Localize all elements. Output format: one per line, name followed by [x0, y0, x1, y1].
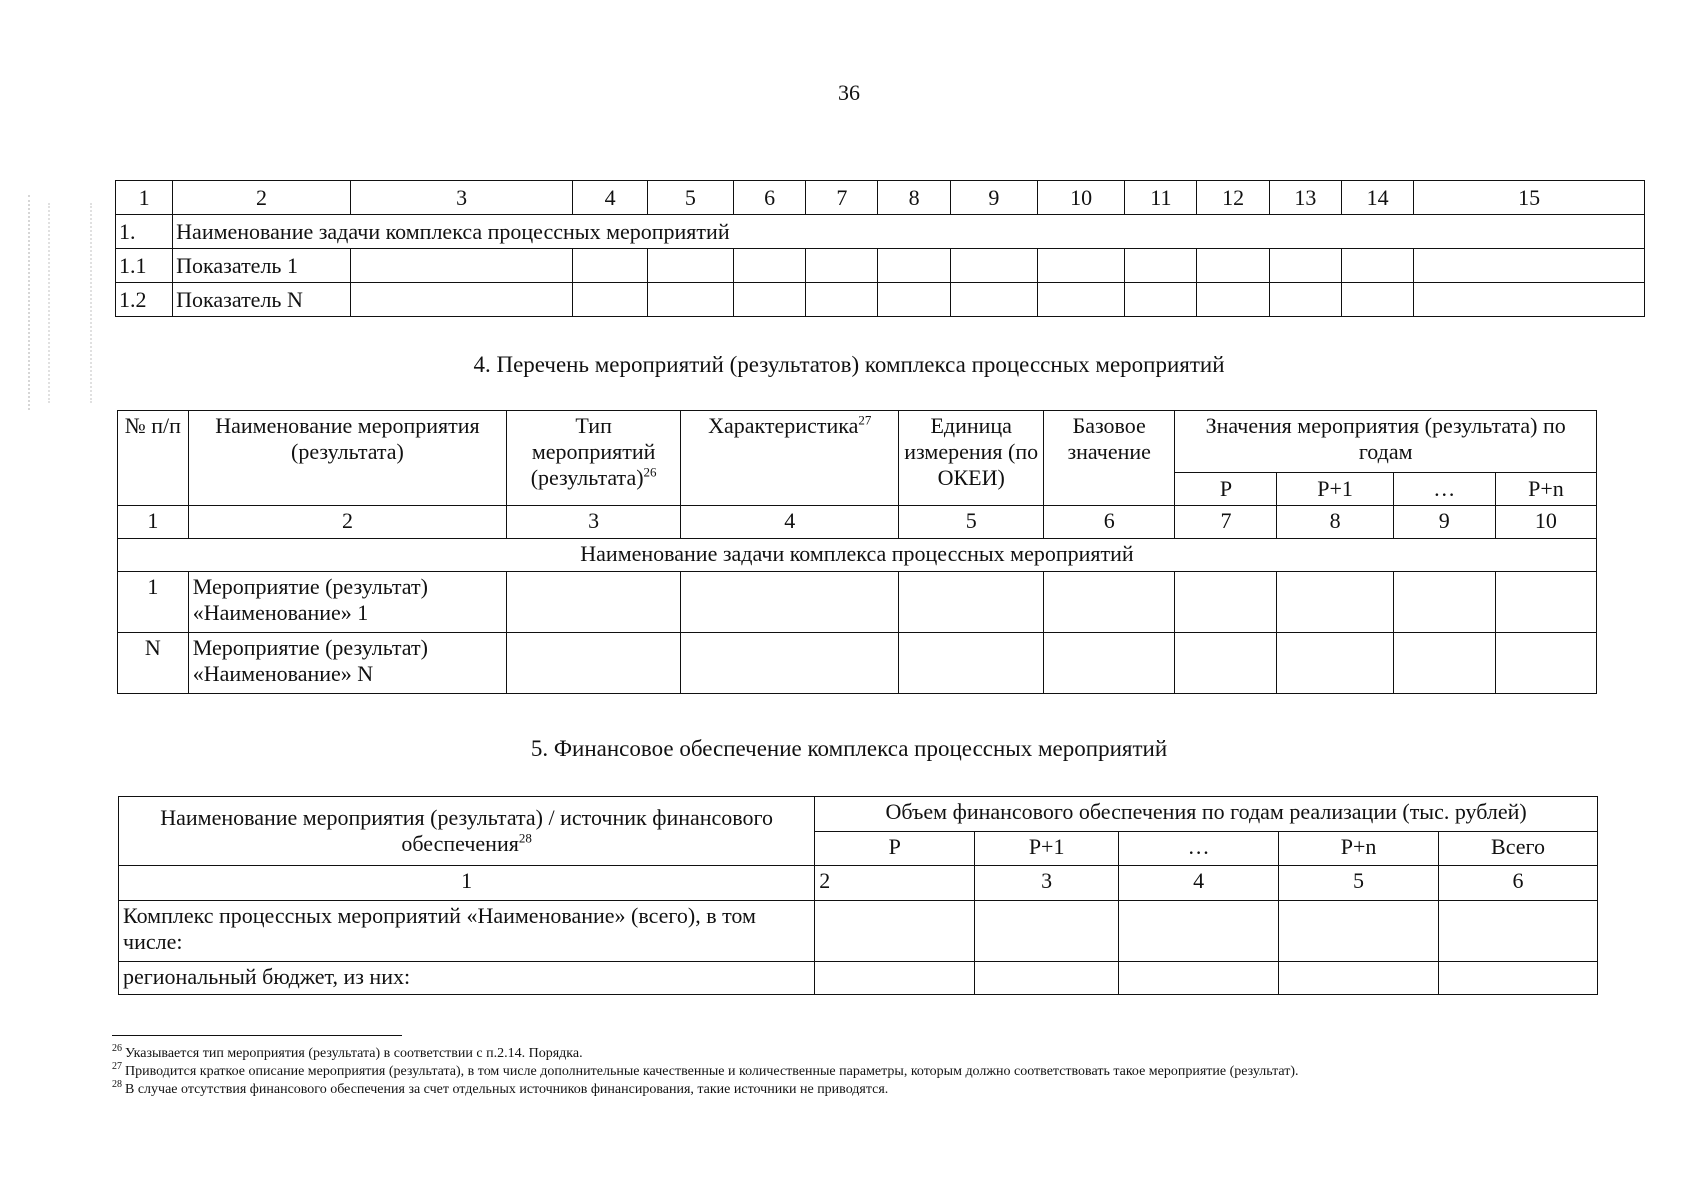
col-number: 3 — [975, 866, 1119, 901]
year-col: … — [1393, 472, 1495, 505]
col-number: 15 — [1414, 181, 1645, 215]
footnote-mark: 26 — [112, 1043, 122, 1055]
page-number: 36 — [838, 80, 860, 105]
footnote-text: Приводится краткое описание мероприятия (результата), в том числе дополнительные качественные и количественные параметры, которым должно соответствовать такое мероприятие (результат). — [125, 1064, 1299, 1079]
row-number: 1.2 — [116, 283, 173, 317]
column-number-row — [119, 866, 1598, 901]
year-col: Р+1 — [1277, 472, 1393, 505]
footnotes — [112, 1045, 1602, 1099]
activity-name — [188, 572, 506, 633]
footnote-text: В случае отсутствия финансового обеспечения за счет отдельных источников финансирования, такие источники не приводятся. — [125, 1082, 889, 1097]
table-row — [119, 962, 1598, 995]
col-number: 3 — [507, 506, 681, 539]
col-number: 6 — [1439, 866, 1598, 901]
col-number: 1 — [116, 181, 173, 215]
task-title: Наименование задачи комплекса процессных мероприятий — [118, 539, 1597, 572]
col-number: 4 — [681, 506, 899, 539]
footnote-mark: 27 — [112, 1061, 122, 1073]
header-characteristic-label: Характеристика — [708, 413, 859, 438]
footnote-28 — [112, 1081, 1602, 1099]
header-name: Наименование мероприятия (результата) — [188, 411, 506, 506]
activity-name-line1: Мероприятие (результат) — [192, 635, 428, 660]
header-base: Базовое значение — [1043, 411, 1174, 506]
col-number: 10 — [1037, 181, 1124, 215]
task-number: 1. — [116, 215, 173, 249]
year-col: Р+n — [1495, 472, 1596, 505]
footnote-ref: 28 — [518, 830, 532, 846]
col-number: 4 — [1119, 866, 1279, 901]
col-number: 3 — [350, 181, 573, 215]
col-number: 5 — [899, 506, 1044, 539]
col-number: 7 — [806, 181, 878, 215]
col-number: 5 — [647, 181, 733, 215]
row-number: 1 — [118, 572, 189, 633]
header-type — [507, 411, 681, 506]
task-row — [116, 215, 1645, 249]
year-col: Р — [1175, 472, 1277, 505]
table-row — [116, 283, 1645, 317]
row-number: N — [118, 633, 189, 694]
col-number: 8 — [878, 181, 950, 215]
col-number: 9 — [950, 181, 1037, 215]
col-number: 5 — [1279, 866, 1439, 901]
column-number-row — [116, 181, 1645, 215]
header-num: № п/п — [118, 411, 189, 506]
section-5-title: 5. Финансовое обеспечение комплекса процессных мероприятий — [530, 736, 1168, 761]
indicator-name: Показатель 1 — [173, 249, 351, 283]
table-row — [119, 901, 1598, 962]
header-row — [119, 797, 1598, 832]
header-type-label: Тип мероприятий (результата) — [530, 413, 656, 490]
col-number: 1 — [118, 506, 189, 539]
table-row — [118, 633, 1597, 694]
col-number: 4 — [573, 181, 647, 215]
financing-row-name: Комплекс процессных мероприятий «Наименование» (всего), в том числе: — [119, 901, 815, 962]
section-4-title: 4. Перечень мероприятий (результатов) комплекса процессных мероприятий — [473, 352, 1225, 377]
year-col: … — [1119, 831, 1279, 866]
header-characteristic — [681, 411, 899, 506]
header-volume: Объем финансового обеспечения по годам реализации (тыс. рублей) — [815, 797, 1598, 832]
col-number: 7 — [1175, 506, 1277, 539]
col-number: 12 — [1197, 181, 1269, 215]
col-number: 2 — [815, 866, 975, 901]
col-number: 13 — [1269, 181, 1341, 215]
col-number: 9 — [1393, 506, 1495, 539]
footnote-ref: 27 — [858, 412, 872, 428]
header-name — [119, 797, 815, 866]
col-number: 14 — [1341, 181, 1413, 215]
financing-table — [118, 796, 1598, 995]
table-row — [118, 572, 1597, 633]
activities-table — [117, 410, 1597, 694]
col-number: 6 — [733, 181, 805, 215]
header-values-group: Значения мероприятия (результата) по годам — [1175, 411, 1597, 473]
year-col: Всего — [1439, 831, 1598, 866]
header-unit: Единица измерения (по ОКЕИ) — [899, 411, 1044, 506]
year-col: Р — [815, 831, 975, 866]
col-number: 2 — [188, 506, 506, 539]
task-row — [118, 539, 1597, 572]
financing-row-name: региональный бюджет, из них: — [119, 962, 815, 995]
col-number: 6 — [1043, 506, 1174, 539]
col-number: 2 — [173, 181, 351, 215]
col-number: 1 — [119, 866, 815, 901]
header-name-label: Наименование мероприятия (результата) / источник финансового обеспечения — [160, 805, 774, 856]
footnote-mark: 28 — [112, 1079, 122, 1091]
year-col: Р+n — [1279, 831, 1439, 866]
footnote-text: Указывается тип мероприятия (результата) в соответствии с п.2.14. Порядка. — [125, 1046, 583, 1061]
indicator-name: Показатель N — [173, 283, 351, 317]
footnote-divider — [112, 1035, 402, 1036]
col-number: 8 — [1277, 506, 1393, 539]
column-number-row — [118, 506, 1597, 539]
indicators-table — [115, 180, 1645, 317]
year-col: Р+1 — [975, 831, 1119, 866]
footnote-26 — [112, 1045, 1602, 1063]
table-row — [116, 249, 1645, 283]
footnote-ref: 26 — [643, 464, 657, 480]
activity-name-line2: «Наименование» 1 — [192, 600, 369, 625]
footnote-27 — [112, 1063, 1602, 1081]
col-number: 10 — [1495, 506, 1596, 539]
row-number: 1.1 — [116, 249, 173, 283]
activity-name-line1: Мероприятие (результат) — [192, 574, 428, 599]
activity-name — [188, 633, 506, 694]
activity-name-line2: «Наименование» N — [192, 661, 374, 686]
task-title: Наименование задачи комплекса процессных мероприятий — [173, 215, 1645, 249]
header-row — [118, 411, 1597, 473]
col-number: 11 — [1125, 181, 1197, 215]
